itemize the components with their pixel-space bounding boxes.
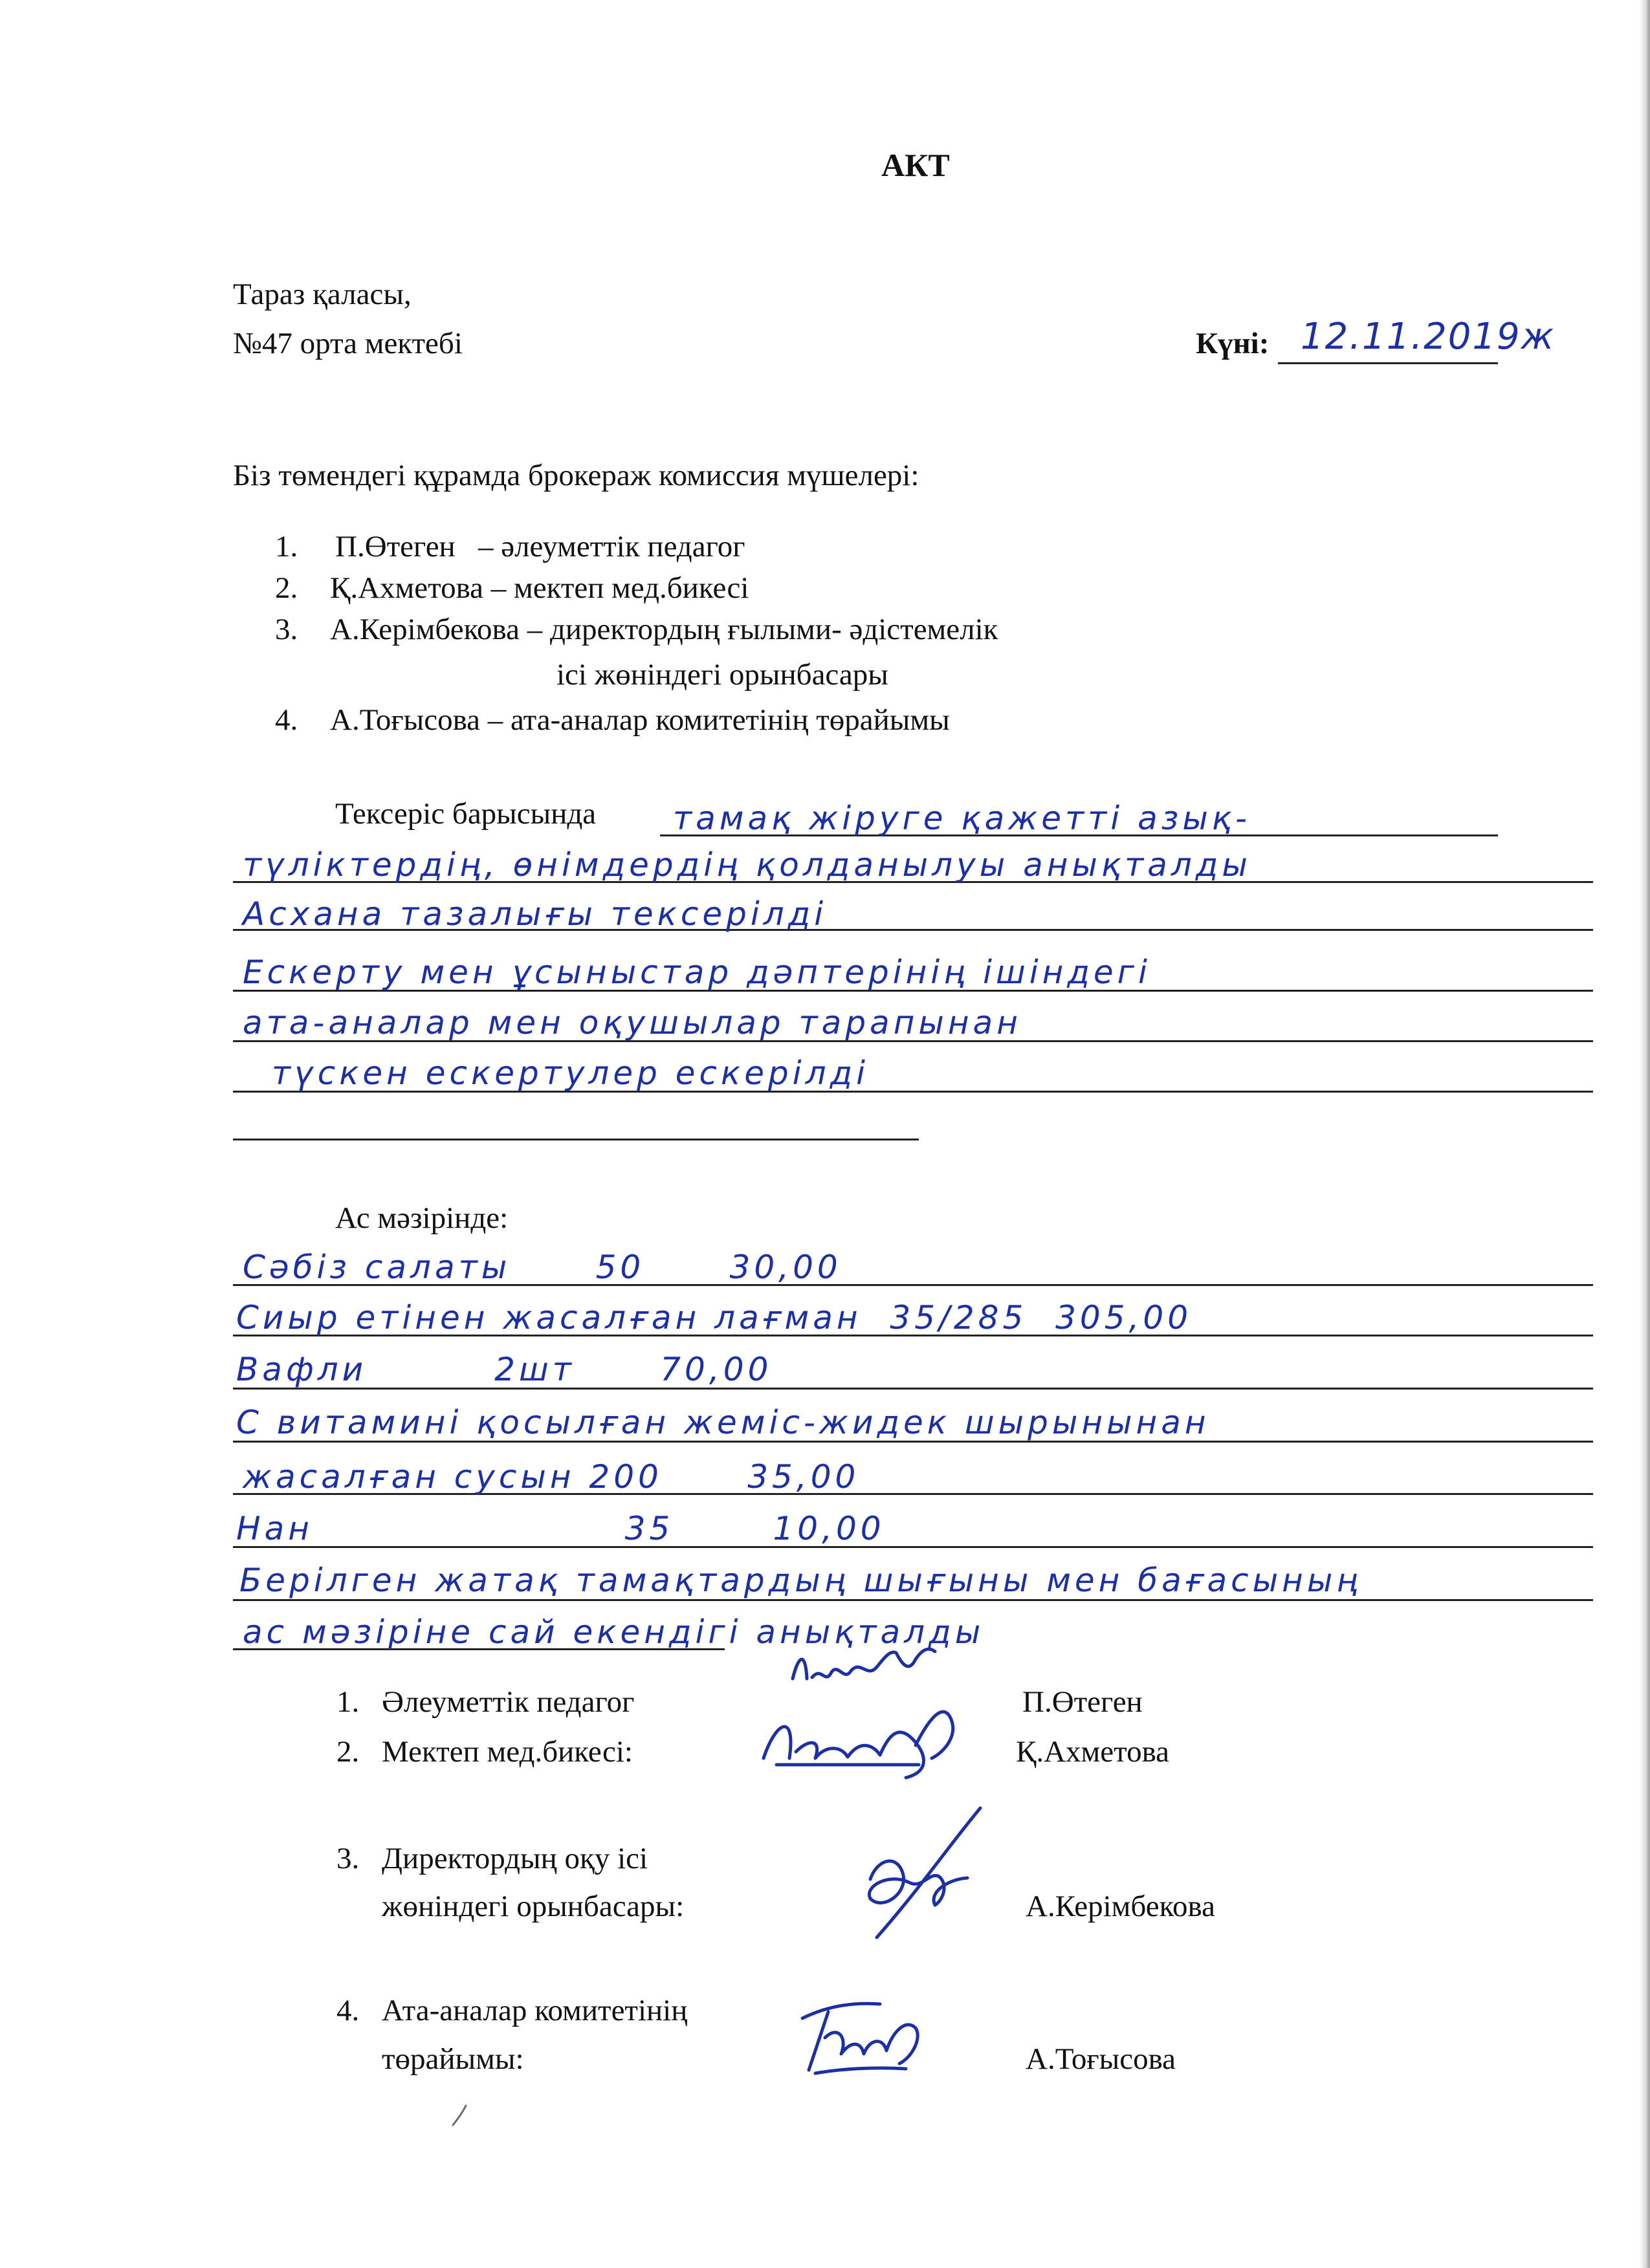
- handwritten-menu-line: жасалған сусын 200 35,00: [243, 1458, 860, 1496]
- handwritten-note: Ескерту мен ұсыныстар дәптерінің ішіндегі: [243, 954, 1151, 991]
- pen-mark: [446, 2102, 472, 2128]
- member-line: А.Керімбекова – директордың ғылыми- әдістемелік: [330, 613, 998, 646]
- date-value: 12.11.2019ж: [1301, 316, 1556, 358]
- handwritten-menu-line: С витамині қосылған жеміс-жидек шырынынан: [236, 1404, 1210, 1441]
- signature-number: 4.: [336, 1994, 360, 2027]
- signature-otegen: [786, 1640, 941, 1698]
- signature-name: Қ.Ахметова: [1016, 1735, 1169, 1769]
- member-number: 3.: [275, 613, 298, 646]
- signature-role: Мектеп мед.бикесі:: [382, 1735, 633, 1769]
- signature-number: 1.: [336, 1685, 360, 1719]
- handwritten-note: тамақ жіруге қажетті азық-: [673, 800, 1251, 837]
- handwritten-menu-line: Сиыр етінен жасалған лағман 35/285 305,00: [236, 1299, 1193, 1336]
- signature-number: 3.: [336, 1842, 360, 1875]
- member-number: 1.: [275, 530, 298, 563]
- document-title: АКТ: [881, 147, 950, 183]
- member-line: Қ.Ахметова – мектеп мед.бикесі: [330, 571, 749, 605]
- commission-intro: Біз төмендегі құрамда брокераж комиссия мүшелері:: [233, 459, 919, 492]
- handwritten-menu-line: ас мәзіріне сай екендігі анықталды: [243, 1613, 985, 1651]
- signature-name: П.Өтеген: [1022, 1685, 1143, 1719]
- fill-line: [233, 1139, 919, 1140]
- signature-name: А.Керімбекова: [1026, 1890, 1215, 1923]
- signature-role: Ата-аналар комитетінің: [382, 1994, 688, 2027]
- school-line: №47 орта мектебі: [233, 327, 463, 360]
- date-label: Күні:: [1196, 327, 1270, 360]
- signature-role-continuation: жөніндегі орынбасары:: [382, 1890, 685, 1923]
- handwritten-menu-line: Нан 35 10,00: [236, 1510, 885, 1547]
- fill-line: [233, 1599, 1593, 1601]
- handwritten-note: ата-аналар мен оқушылар тарапынан: [243, 1004, 1022, 1041]
- member-line: П.Өтеген – әлеуметтік педагог: [335, 530, 745, 563]
- member-line: А.Тоғысова – ата-аналар комитетінің төрайымы: [330, 703, 950, 737]
- member-number: 2.: [275, 571, 298, 605]
- signature-number: 2.: [336, 1735, 360, 1769]
- handwritten-menu-line: Берілген жатақ тамақтардың шығыны мен бағасының: [239, 1562, 1362, 1599]
- signature-name: А.Тоғысова: [1026, 2042, 1176, 2076]
- signature-role: Әлеуметтік педагог: [382, 1685, 635, 1719]
- signature-kerimbekova: [831, 1802, 1000, 1944]
- member-number: 4.: [275, 703, 298, 737]
- handwritten-menu-line: Вафли 2шт 70,00: [236, 1351, 773, 1388]
- member-line-continuation: ісі жөніндегі орынбасары: [556, 658, 888, 692]
- inspection-label: Тексеріс барысында: [335, 797, 597, 831]
- handwritten-note: түліктердің, өнімдердің қолданылуы анықталды: [243, 846, 1251, 884]
- city-line: Тараз қаласы,: [233, 278, 412, 311]
- signature-togysova: [789, 1992, 925, 2083]
- handwritten-menu-line: Сәбіз салаты 50 30,00: [243, 1248, 842, 1286]
- signature-role-continuation: төрайымы:: [382, 2042, 524, 2076]
- scan-edge-shadow: [1640, 0, 1650, 2268]
- handwritten-note: түскен ескертулер ескерілді: [272, 1054, 870, 1092]
- menu-label: Ас мәзірінде:: [335, 1201, 509, 1235]
- handwritten-note: Асхана тазалығы тексерілді: [243, 895, 828, 933]
- signature-akhmetova: [751, 1700, 971, 1784]
- signature-role: Директордың оқу ісі: [382, 1842, 648, 1875]
- date-underline: [1278, 362, 1498, 364]
